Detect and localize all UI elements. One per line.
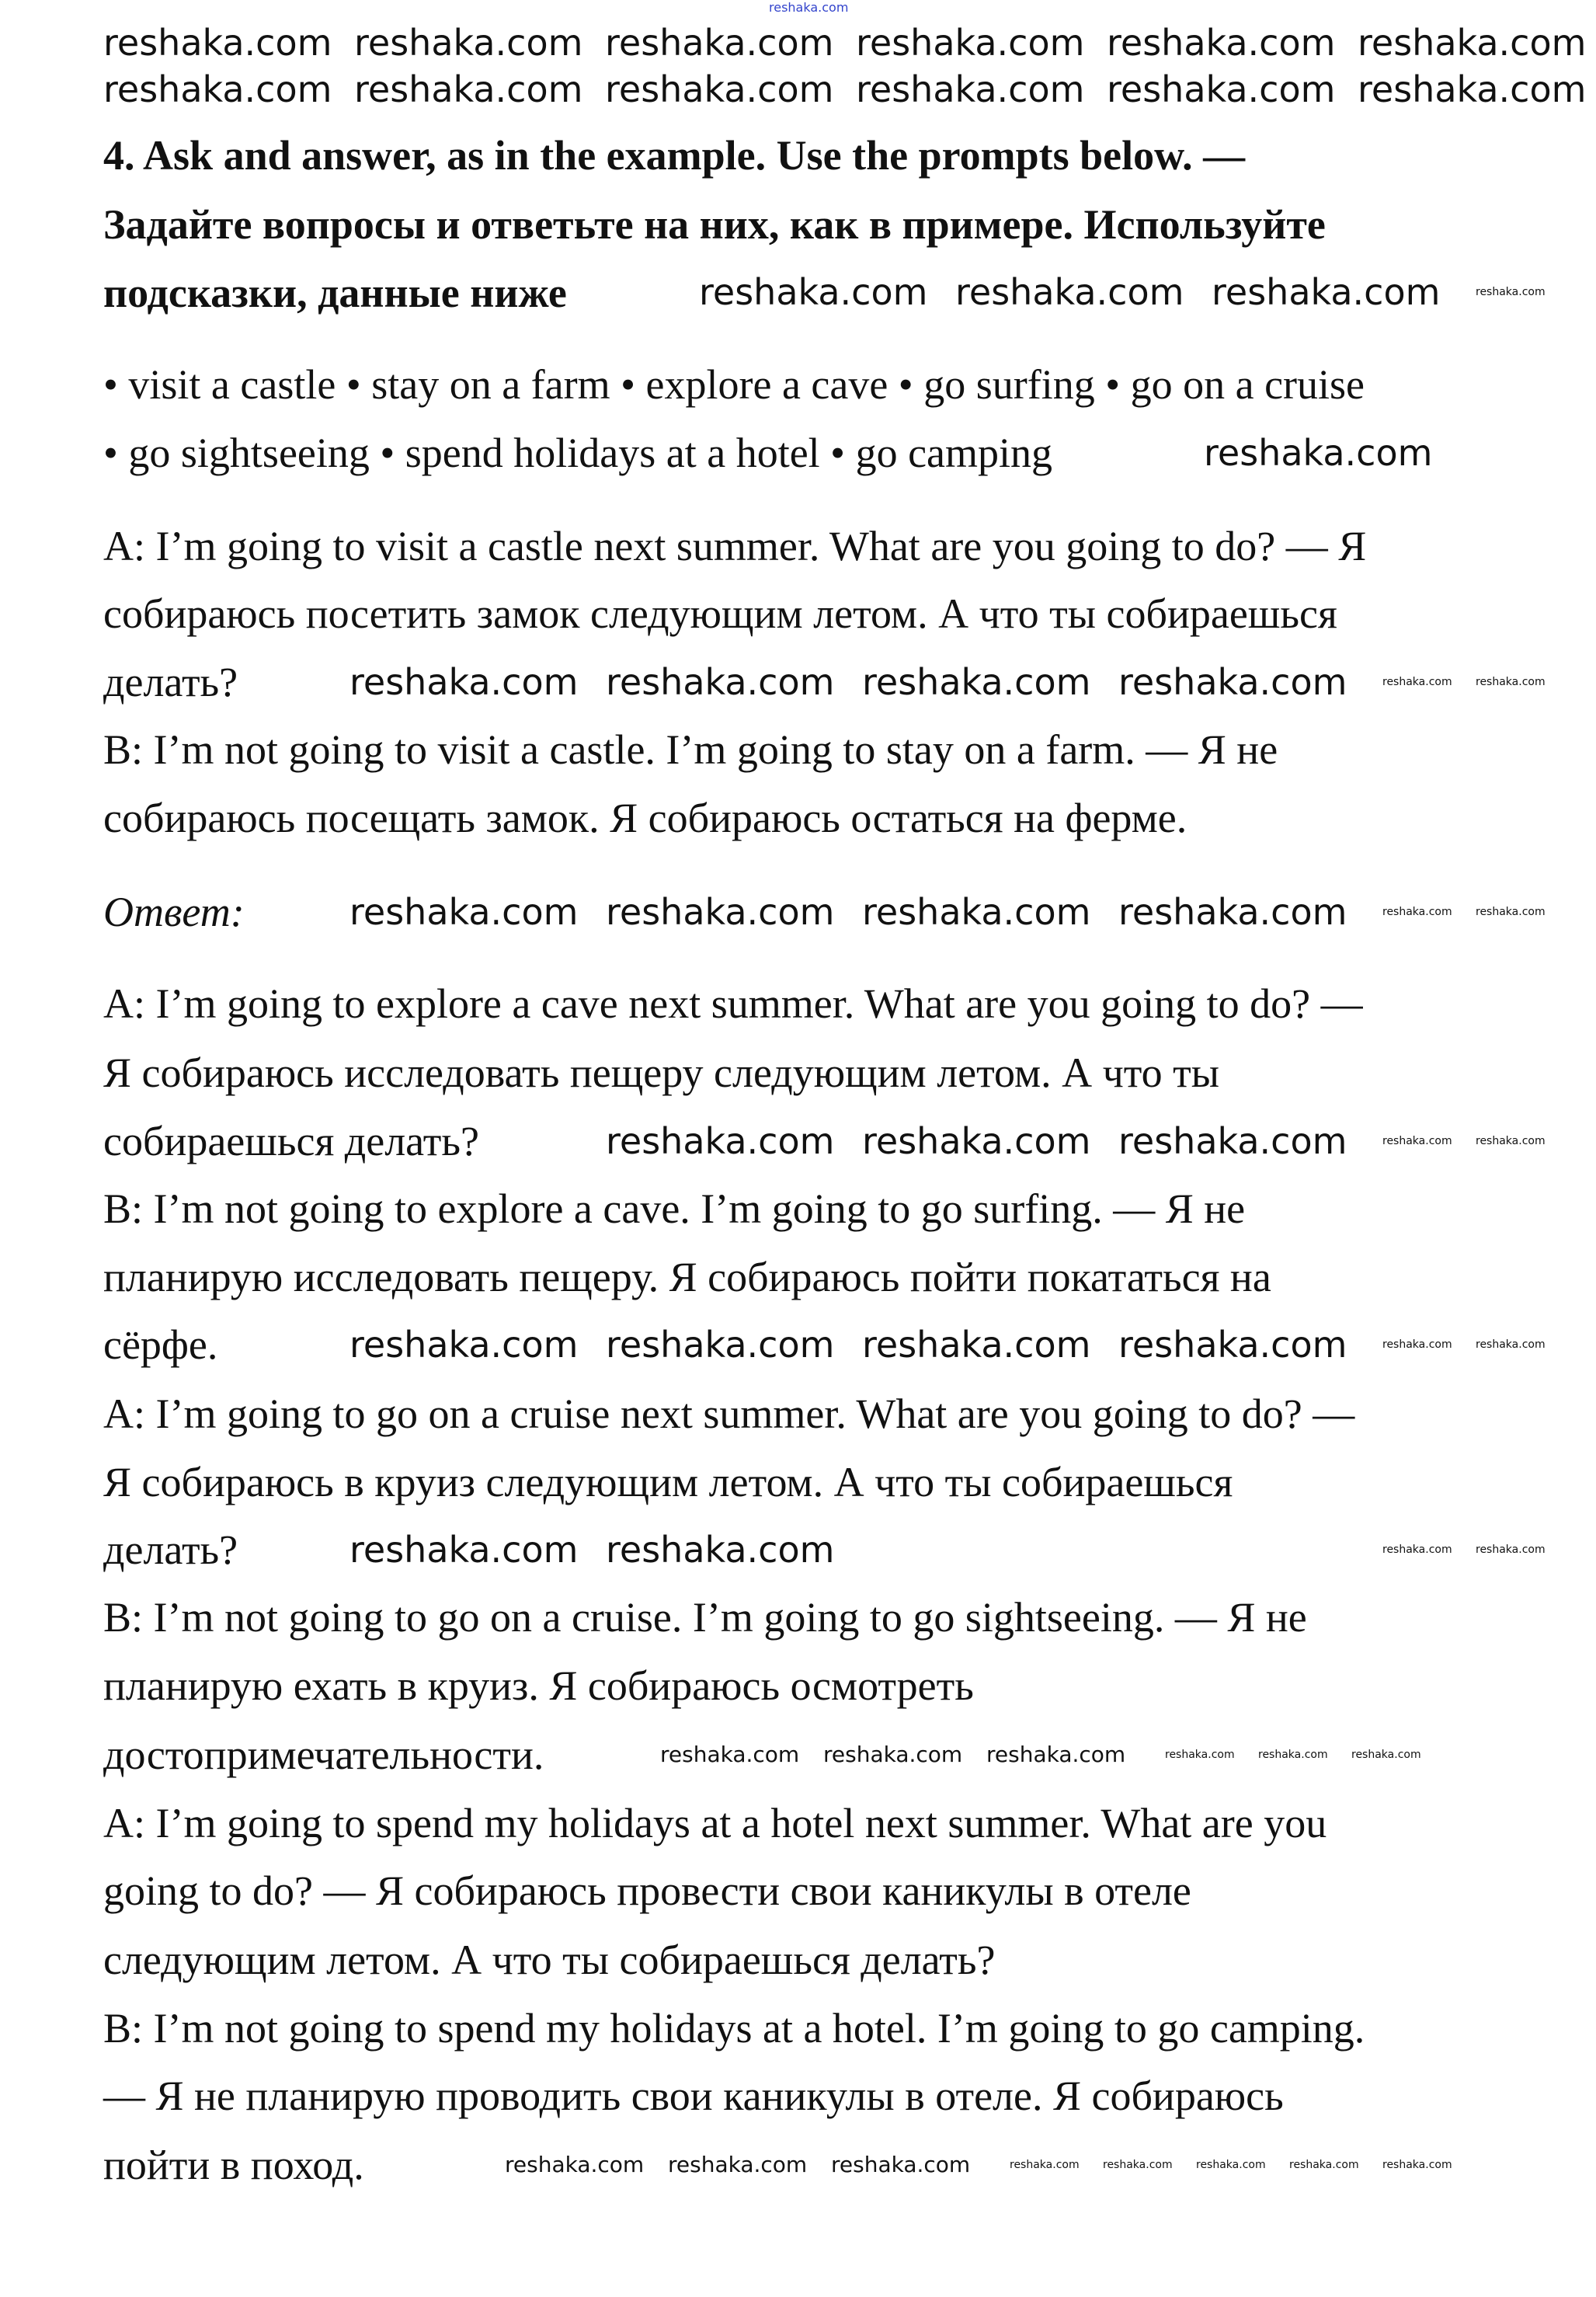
watermark-text: reshaka.com — [1010, 2159, 1080, 2172]
watermark-text: reshaka.com — [1107, 22, 1336, 64]
watermark-text: reshaka.com — [1382, 675, 1452, 688]
dialogue-line: B: I’m not going to spend my holidays at a hotel. I’m going to go camping. — [103, 2004, 1365, 2052]
watermark-text: reshaka.com — [1476, 1544, 1546, 1556]
watermark-text: reshaka.com — [349, 1529, 579, 1571]
watermark-text: reshaka.com — [605, 22, 834, 64]
dialogue-line: B: I’m not going to go on a cruise. I’m going to go sightseeing. — Я не — [103, 1594, 1307, 1641]
watermark-text: reshaka.com — [1258, 1749, 1328, 1762]
dialogue-line: Я собираюсь исследовать пещеру следующим летом. А что ты — [103, 1049, 1220, 1097]
watermark-text: reshaka.com — [1382, 1544, 1452, 1556]
task-heading: 4. Ask and answer, as in the example. Use the prompts below. — — [103, 132, 1246, 179]
watermark-text: reshaka.com — [862, 1323, 1091, 1366]
task-heading: Задайте вопросы и ответьте на них, как в примере. Используйте — [103, 201, 1326, 248]
prompts-list: • go sightseeing • spend holidays at a hotel • go camping — [103, 430, 1053, 476]
watermark-text: reshaka.com — [1212, 271, 1441, 313]
dialogue-line: B: I’m not going to explore a cave. I’m going to go surfing. — Я не — [103, 1185, 1246, 1233]
dialogue-line: сёрфе. — [103, 1321, 218, 1368]
watermark-text: reshaka.com — [1107, 68, 1336, 110]
watermark-text: reshaka.com — [668, 2152, 808, 2178]
watermark-text: reshaka.com — [605, 68, 834, 110]
watermark-text: reshaka.com — [606, 1119, 835, 1162]
watermark-text: reshaka.com — [1358, 22, 1587, 64]
watermark-text: reshaka.com — [1358, 68, 1587, 110]
prompts-list: • visit a castle • stay on a farm • explore a cave • go surfing • go on a cruise — [103, 361, 1365, 408]
dialogue-line: собираюсь посещать замок. Я собираюсь остаться на ферме. — [103, 794, 1187, 841]
answer-label: Ответ: — [103, 889, 245, 935]
watermark-text: reshaka.com — [606, 1323, 835, 1366]
watermark-text: reshaka.com — [1382, 906, 1452, 919]
watermark-text: reshaka.com — [1476, 906, 1546, 919]
watermark-text: reshaka.com — [606, 1529, 835, 1571]
watermark-text: reshaka.com — [1118, 1323, 1347, 1366]
watermark-text: reshaka.com — [505, 2152, 645, 2178]
watermark-text: reshaka.com — [1476, 1338, 1546, 1351]
dialogue-line: A: I’m going to explore a cave next summer. What are you going to do? — — [103, 980, 1363, 1027]
watermark-text: reshaka.com — [1476, 1134, 1546, 1147]
watermark-text: reshaka.com — [1476, 675, 1546, 688]
watermark-text: reshaka.com — [955, 271, 1184, 313]
watermark-text: reshaka.com — [856, 22, 1085, 64]
watermark-text: reshaka.com — [354, 22, 583, 64]
watermark-text: reshaka.com — [986, 1742, 1126, 1768]
watermark-text: reshaka.com — [823, 1742, 963, 1768]
dialogue-line: делать? — [103, 658, 238, 705]
watermark-text: reshaka.com — [769, 0, 849, 15]
watermark-text: reshaka.com — [103, 22, 332, 64]
watermark-text: reshaka.com — [103, 68, 332, 110]
watermark-text: reshaka.com — [606, 660, 835, 703]
watermark-text: reshaka.com — [1382, 2159, 1452, 2172]
watermark-text: reshaka.com — [699, 271, 928, 313]
dialogue-line: достопримечательности. — [103, 1731, 544, 1779]
watermark-text: reshaka.com — [349, 1323, 579, 1366]
dialogue-line: B: I’m not going to visit a castle. I’m going to stay on a farm. — Я не — [103, 726, 1278, 774]
watermark-text: reshaka.com — [862, 1119, 1091, 1162]
watermark-text: reshaka.com — [1382, 1338, 1452, 1351]
watermark-text: reshaka.com — [1351, 1749, 1421, 1762]
watermark-text: reshaka.com — [349, 660, 579, 703]
watermark-text: reshaka.com — [349, 891, 579, 934]
watermark-text: reshaka.com — [1103, 2159, 1173, 2172]
dialogue-line: собираешься делать? — [103, 1117, 479, 1164]
watermark-text: reshaka.com — [354, 68, 583, 110]
dialogue-line: делать? — [103, 1526, 238, 1573]
watermark-text: reshaka.com — [856, 68, 1085, 110]
watermark-text: reshaka.com — [862, 660, 1091, 703]
watermark-text: reshaka.com — [1165, 1749, 1235, 1762]
dialogue-line: Я собираюсь в круиз следующим летом. А что ты собираешься — [103, 1458, 1233, 1505]
watermark-text: reshaka.com — [1118, 660, 1347, 703]
dialogue-line: планирую ехать в круиз. Я собираюсь осмотреть — [103, 1662, 974, 1709]
dialogue-line: планирую исследовать пещеру. Я собираюсь пойти покататься на — [103, 1253, 1271, 1300]
task-heading: подсказки, данные ниже — [103, 270, 567, 316]
watermark-text: reshaka.com — [1476, 286, 1546, 298]
dialogue-line: A: I’m going to spend my holidays at a hotel next summer. What are you — [103, 1799, 1327, 1846]
dialogue-line: A: I’m going to go on a cruise next summer. What are you going to do? — — [103, 1390, 1355, 1438]
watermark-text: reshaka.com — [862, 891, 1091, 934]
watermark-text: reshaka.com — [1118, 1119, 1347, 1162]
dialogue-line: собираюсь посетить замок следующим летом. А что ты собираешься — [103, 590, 1337, 638]
watermark-text: reshaka.com — [831, 2152, 971, 2178]
dialogue-line: A: I’m going to visit a castle next summer. What are you going to do? — Я — [103, 523, 1367, 569]
watermark-text: reshaka.com — [1289, 2159, 1359, 2172]
watermark-text: reshaka.com — [1118, 891, 1347, 934]
dialogue-line: — Я не планирую проводить свои каникулы в отеле. Я собираюсь — [103, 2073, 1284, 2119]
watermark-text: reshaka.com — [1196, 2159, 1266, 2172]
watermark-text: reshaka.com — [660, 1742, 800, 1768]
dialogue-line: следующим летом. А что ты собираешься делать? — [103, 1937, 996, 1984]
watermark-text: reshaka.com — [1382, 1134, 1452, 1147]
dialogue-line: going to do? — Я собираюсь провести свои каникулы в отеле — [103, 1867, 1191, 1914]
watermark-text: reshaka.com — [606, 891, 835, 934]
watermark-text: reshaka.com — [1204, 432, 1433, 474]
dialogue-line: пойти в поход. — [103, 2142, 364, 2189]
